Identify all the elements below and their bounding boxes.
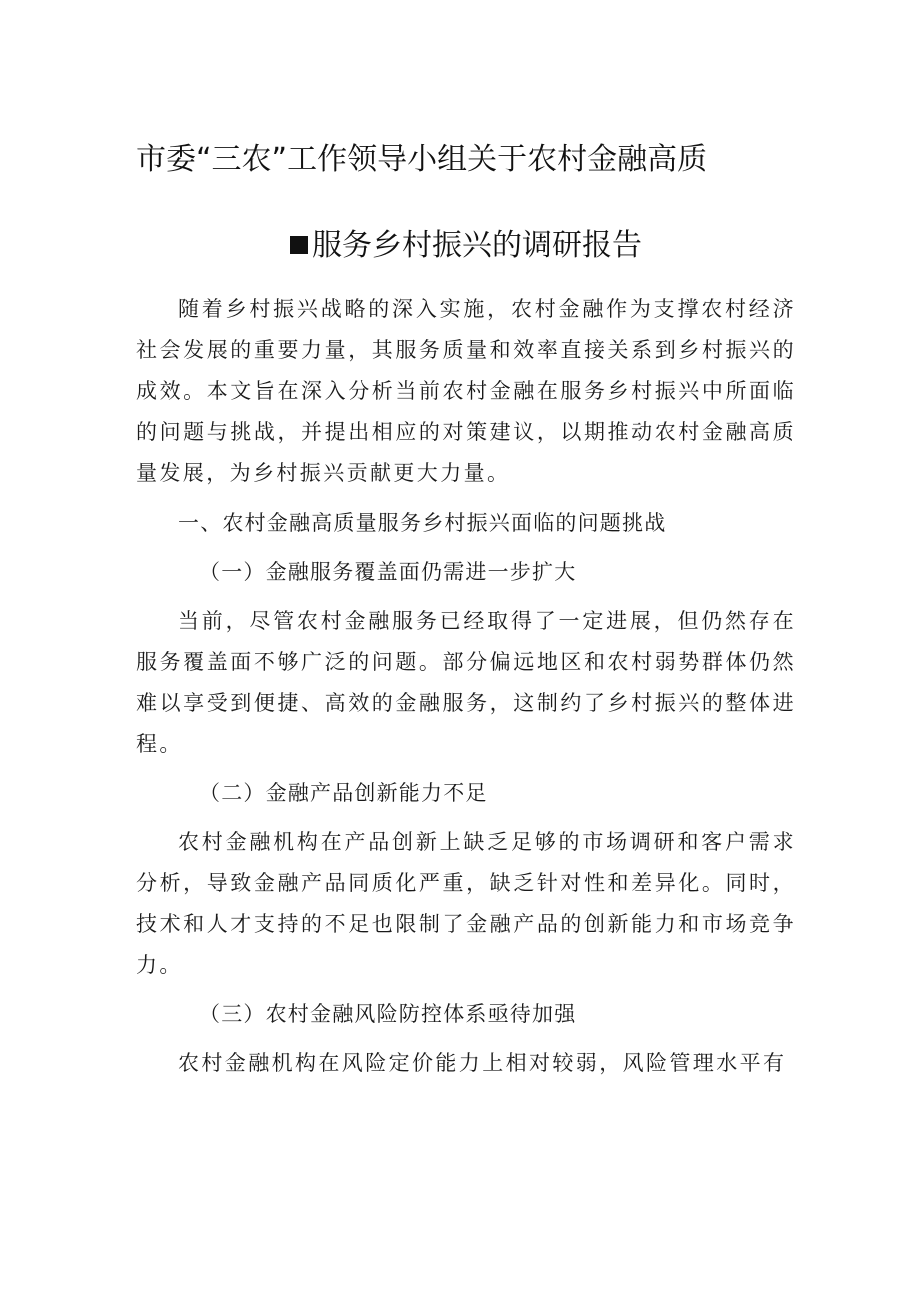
subsection-heading-1: （一）金融服务覆盖面仍需进一步扩大 <box>199 560 577 584</box>
subsection-paragraph-3: 农村金融机构在风险定价能力上相对较弱，风险管理水平有 <box>178 1051 787 1075</box>
subsection-paragraph-1: 当前，尽管农村金融服务已经取得了一定进展，但仍然存在服务覆盖面不够广泛的问题。部分偏远地区和农村弱势群体仍然难以享受到便捷、高效的金融服务，这制约了乡村振兴的整体进程。 <box>136 609 796 756</box>
document-title-line1: 市委“三农”工作领导小组关于农村金融高质 <box>136 142 708 177</box>
subsection-heading-3: （三）农村金融风险防控体系亟待加强 <box>199 1002 577 1026</box>
intro-paragraph: 随着乡村振兴战略的深入实施，农村金融作为支撑农村经济社会发展的重要力量，其服务质量和效率直接关系到乡村振兴的成效。本文旨在深入分析当前农村金融在服务乡村振兴中所面临的问题与挑战，并提出相应的对策建议，以期推动农村金融高质量发展，为乡村振兴贡献更大力量。 <box>136 297 796 485</box>
section-heading-1: 一、农村金融高质量服务乡村振兴面临的问题挑战 <box>178 511 667 535</box>
document-body <box>136 289 796 1084</box>
document-title-line2-wrapper <box>136 226 796 266</box>
square-bullet-icon <box>290 236 308 254</box>
document-title-line2: 服务乡村振兴的调研报告 <box>312 228 642 263</box>
subsection-paragraph-2: 农村金融机构在产品创新上缺乏足够的市场调研和客户需求分析，导致金融产品同质化严重，缺乏针对性和差异化。同时，技术和人才支持的不足也限制了金融产品的创新能力和市场竞争力。 <box>136 830 796 977</box>
subsection-heading-2: （二）金融产品创新能力不足 <box>199 781 488 805</box>
